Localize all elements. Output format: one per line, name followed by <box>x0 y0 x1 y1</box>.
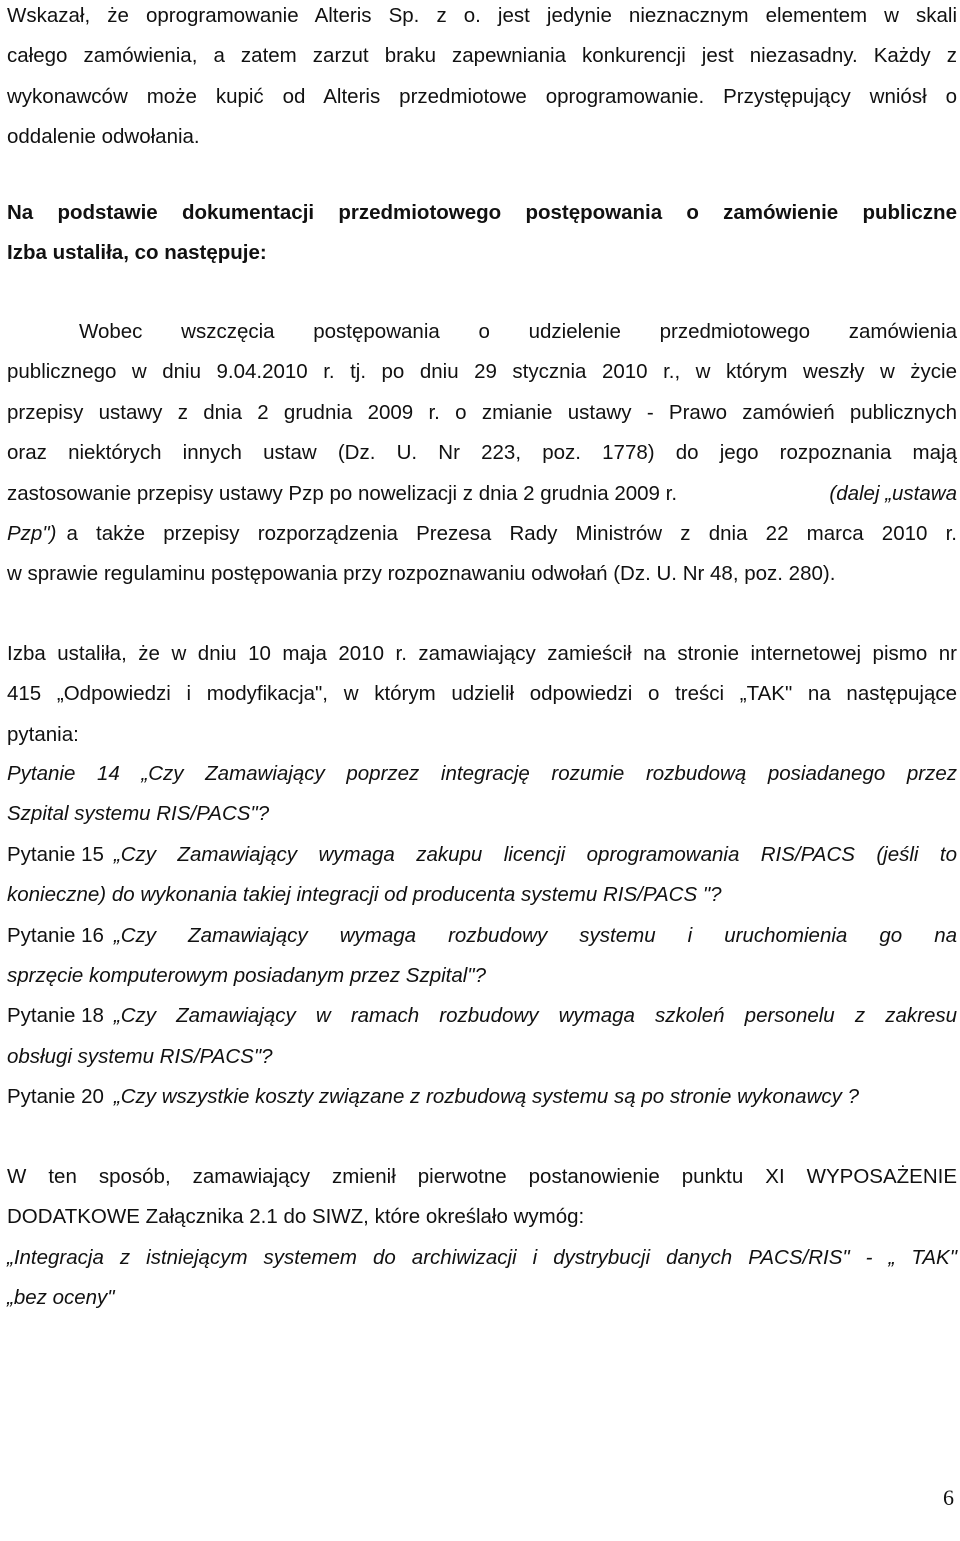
question-18-cont: obsługi systemu RIS/PACS"? <box>7 1044 273 1068</box>
page-number: 6 <box>943 1485 954 1510</box>
text-fragment: a także przepisy rozporządzenia Prezesa Rady Ministrów z dnia 22 marca 2010 r. <box>66 522 957 546</box>
question-list <box>7 754 957 1118</box>
text-line: Wskazał, że oprogramowanie Alteris Sp. z o. jest jedynie nieznacznym elementem w skali <box>7 4 957 27</box>
text-line <box>7 474 957 514</box>
question-number: Pytanie 20 <box>7 1085 104 1109</box>
text-line: oraz niektórych innych ustaw (Dz. U. Nr 223, poz. 1778) do jego rozpoznania mają <box>7 441 957 465</box>
text-line: pytania: <box>7 722 79 746</box>
question-20 <box>7 1077 957 1117</box>
paragraph-legal-basis <box>7 312 957 595</box>
text-line: „Integracja z istniejącym systemem do archiwizacji i dystrybucji danych PACS/RIS" - „ TAK" <box>7 1245 957 1269</box>
question-14-cont: Szpital systemu RIS/PACS"? <box>7 802 270 826</box>
question-number: Pytanie 15 <box>7 842 104 866</box>
question-15-cont: konieczne) do wykonania takiej integracji od producenta systemu RIS/PACS "? <box>7 883 722 907</box>
text-line: całego zamówienia, a zatem zarzut braku zapewniania konkurencji jest niezasadny. Każdy z <box>7 44 957 68</box>
question-text: „Czy Zamawiający w ramach rozbudowy wymaga szkoleń personelu z zakresu <box>113 1004 957 1028</box>
text-line: „bez oceny" <box>7 1286 115 1310</box>
question-15 <box>7 835 957 875</box>
text-line: w sprawie regulaminu postępowania przy rozpoznawaniu odwołań (Dz. U. Nr 48, poz. 280). <box>7 562 836 586</box>
text-fragment-italic: (dalej „ustawa <box>829 481 957 505</box>
text-line: DODATKOWE Załącznika 2.1 do SIWZ, które określało wymóg: <box>7 1205 585 1229</box>
paragraph-findings <box>7 634 957 755</box>
question-text: „Czy Zamawiający wymaga zakupu licencji oprogramowania RIS/PACS (jeśli to <box>113 842 957 866</box>
question-16 <box>7 916 957 956</box>
section-heading <box>7 193 957 274</box>
text-line <box>7 514 957 554</box>
text-line: Wobec wszczęcia postępowania o udzielenie przedmiotowego zamówienia <box>79 320 957 343</box>
text-line: Izba ustaliła, co następuje: <box>7 241 267 265</box>
question-number: Pytanie 18 <box>7 1004 104 1028</box>
question-text: „Czy wszystkie koszty związane z rozbudową systemu są po stronie wykonawcy ? <box>113 1085 859 1109</box>
text-line: przepisy ustawy z dnia 2 grudnia 2009 r. o zmianie ustawy - Prawo zamówień publicznych <box>7 400 957 424</box>
question-18 <box>7 996 957 1036</box>
paragraph-modification <box>7 1157 957 1319</box>
paragraph-intro <box>7 0 957 158</box>
text-line: oddalenie odwołania. <box>7 125 200 149</box>
question-number: Pytanie 16 <box>7 923 104 947</box>
question-text: „Czy Zamawiający wymaga rozbudowy systemu i uruchomienia go na <box>113 923 957 947</box>
text-fragment: zastosowanie przepisy ustawy Pzp po nowelizacji z dnia 2 grudnia 2009 r. <box>7 481 678 505</box>
text-line: Na podstawie dokumentacji przedmiotowego postępowania o zamówienie publiczne <box>7 201 957 224</box>
text-fragment-italic: Pzp") <box>7 522 57 546</box>
text-line: Izba ustaliła, że w dniu 10 maja 2010 r. zamawiający zamieścił na stronie internetowej pismo nr <box>7 642 957 665</box>
text-line: 415 „Odpowiedzi i modyfikacja", w którym udzielił odpowiedzi o treści „TAK" na następujące <box>7 682 957 706</box>
text-line: publicznego w dniu 9.04.2010 r. tj. po dniu 29 stycznia 2010 r., w którym weszły w życie <box>7 360 957 384</box>
text-line: W ten sposób, zamawiający zmienił pierwotne postanowienie punktu XI WYPOSAŻENIE <box>7 1165 957 1188</box>
question-16-cont: sprzęcie komputerowym posiadanym przez Szpital"? <box>7 964 486 988</box>
text-line: wykonawców może kupić od Alteris przedmiotowe oprogramowanie. Przystępujący wniósł o <box>7 84 957 108</box>
question-14: Pytanie 14 „Czy Zamawiający poprzez integrację rozumie rozbudową posiadanego przez <box>7 762 957 785</box>
